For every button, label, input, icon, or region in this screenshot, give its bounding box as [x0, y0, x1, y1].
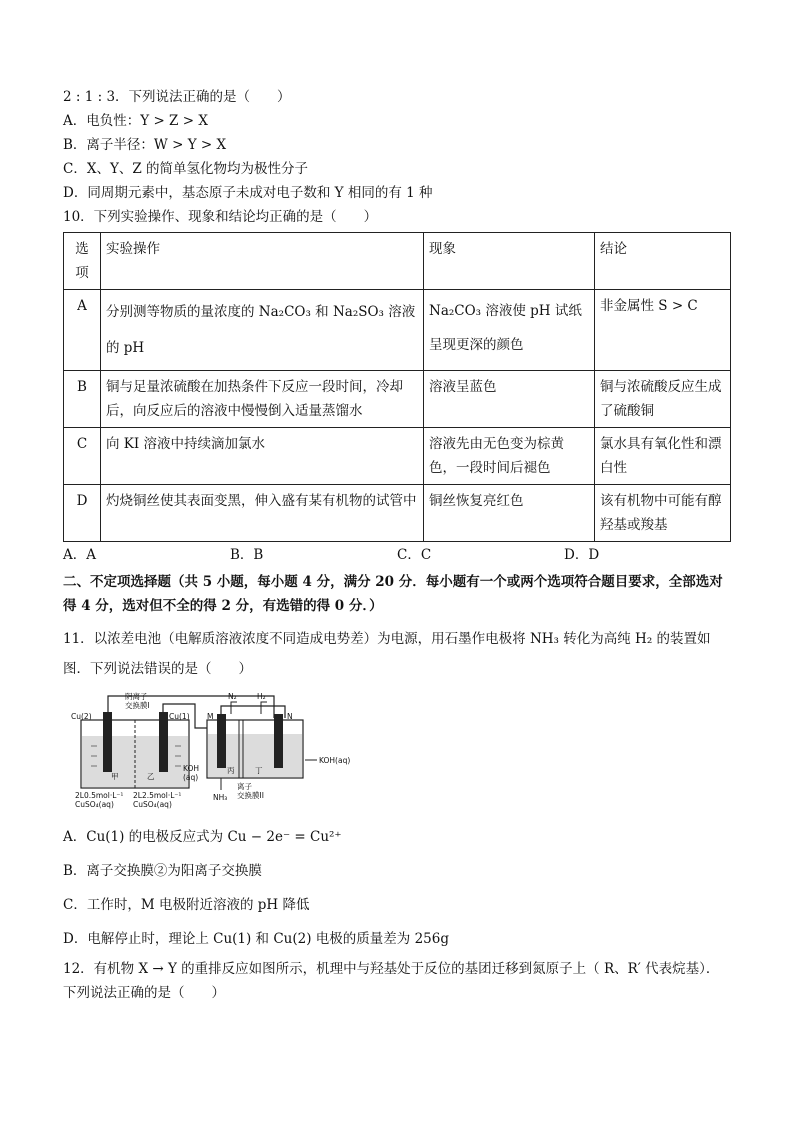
- row-option: D: [64, 485, 101, 542]
- q12-ask: 下列说法正确的是（ ）: [63, 985, 225, 1001]
- label-jia: 甲: [111, 772, 119, 781]
- label-membrane-2: 离子 交换膜II: [237, 782, 264, 800]
- row-conclusion: 氯水具有氧化性和漂白性: [595, 428, 731, 485]
- q10-answer-b: B．B: [230, 547, 264, 563]
- header-conclusion: 结论: [595, 233, 731, 290]
- q10-answers: [63, 546, 731, 564]
- q9-option-c: C．X、Y、Z 的简单氢化物均为极性分子: [63, 161, 309, 177]
- table-row: [64, 371, 731, 428]
- header-option: 选项: [64, 233, 101, 290]
- label-koh-left: KOH (aq): [183, 764, 200, 782]
- q9-option-b: B．离子半径：W > Y > X: [63, 137, 227, 153]
- row-conclusion: 铜与浓硫酸反应生成了硫酸铜: [595, 371, 731, 428]
- q11-option-b: B．离子交换膜②为阳离子交换膜: [63, 863, 262, 879]
- section-2-title: 二、不定项选择题（共 5 小题，每小题 4 分，满分 20 分．每小题有一个或两个选项符合题目要求，全部选对得 4 分，选对但不全的得 2 分，有选错的得 0 分．）: [63, 574, 723, 614]
- label-h2: H₂: [257, 692, 266, 701]
- q12-stem: 12．有机物 X → Y 的重排反应如图所示，机理中与羟基处于反位的基团迁移到氮原子上（ R、R′ 代表烷基）．: [63, 961, 720, 977]
- label-conc-right: 2L2.5mol·L⁻¹ CuSO₄(aq): [133, 791, 182, 809]
- q10-answer-a: A．A: [63, 547, 96, 563]
- row-phenomenon: 溶液先由无色变为棕黄色，一段时间后褪色: [424, 428, 595, 485]
- row-operation: 灼烧铜丝使其表面变黑，伸入盛有某有机物的试管中: [101, 485, 424, 542]
- q11-option-d: D．电解停止时，理论上 Cu(1) 和 Cu(2) 电极的质量差为 256g: [63, 931, 449, 947]
- label-yi: 乙: [147, 772, 155, 781]
- header-operation: 实验操作: [101, 233, 424, 290]
- q10-answer-d: D．D: [564, 547, 600, 563]
- label-cu1: Cu(1): [169, 712, 190, 721]
- q10-table: [63, 232, 731, 542]
- q10-stem: 10．下列实验操作、现象和结论均正确的是（ ）: [63, 209, 378, 225]
- row-operation: 铜与足量浓硫酸在加热条件下反应一段时间，冷却后，向反应后的溶液中慢慢倒入适量蒸馏水: [101, 371, 424, 428]
- label-ding: 丁: [255, 766, 263, 775]
- q11-option-a: A．Cu(1) 的电极反应式为 Cu − 2e⁻ = Cu²⁺: [63, 829, 342, 845]
- label-conc-left: 2L0.5mol·L⁻¹ CuSO₄(aq): [75, 791, 124, 809]
- row-phenomenon: Na₂CO₃ 溶液使 pH 试纸呈现更深的颜色: [424, 290, 595, 371]
- row-conclusion: 非金属性 S > C: [595, 290, 731, 371]
- q10-answer-c: C．C: [397, 547, 432, 563]
- row-conclusion: 该有机物中可能有醇羟基或羧基: [595, 485, 731, 542]
- header-phenomenon: 现象: [424, 233, 595, 290]
- row-operation: 向 KI 溶液中持续滴加氯水: [101, 428, 424, 485]
- label-n2: N₂: [228, 692, 237, 701]
- label-nh3: NH₃: [213, 793, 228, 802]
- table-row: [64, 290, 731, 371]
- label-bing: 丙: [227, 766, 235, 775]
- label-n: N: [287, 712, 293, 721]
- label-m: M: [207, 712, 214, 721]
- row-operation: 分别测等物质的量浓度的 Na₂CO₃ 和 Na₂SO₃ 溶液的 pH: [101, 290, 424, 371]
- row-option: C: [64, 428, 101, 485]
- exam-page: [63, 88, 731, 1008]
- q11-stem: 11．以浓差电池（电解质溶液浓度不同造成电势差）为电源，用石墨作电极将 NH₃ 转化为高纯 H₂ 的装置如图．下列说法错误的是（ ）: [63, 631, 711, 677]
- q9-option-a: A．电负性：Y > Z > X: [63, 113, 208, 129]
- row-phenomenon: 铜丝恢复亮红色: [424, 485, 595, 542]
- q9-option-d: D．同周期元素中，基态原子未成对电子数和 Y 相同的有 1 种: [63, 185, 433, 201]
- q9-stem-tail: 2 : 1 : 3．下列说法正确的是（ ）: [63, 89, 291, 105]
- table-row: [64, 485, 731, 542]
- label-koh-right: KOH(aq): [319, 756, 351, 765]
- label-cu2: Cu(2): [71, 712, 92, 721]
- q11-figure: [71, 690, 381, 812]
- q11-option-c: C．工作时，M 电极附近溶液的 pH 降低: [63, 897, 310, 913]
- table-header-row: [64, 233, 731, 290]
- row-option: A: [64, 290, 101, 371]
- row-option: B: [64, 371, 101, 428]
- table-row: [64, 428, 731, 485]
- label-membrane-1: 阴离子 交换膜I: [125, 692, 150, 710]
- row-phenomenon: 溶液呈蓝色: [424, 371, 595, 428]
